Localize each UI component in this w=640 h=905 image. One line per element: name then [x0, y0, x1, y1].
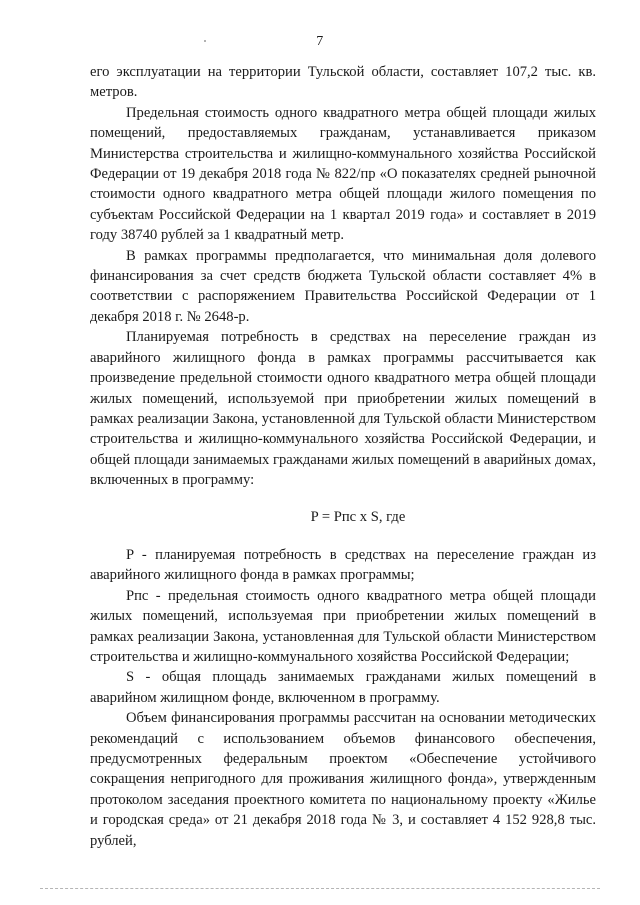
definition-p: P - планируемая потребность в средствах на переселение граждан из аварийного жилищного фонда в рамках программы; — [90, 546, 596, 584]
paragraph-continuation: его эксплуатации на территории Тульской области, составляет 107,2 тыс. кв. метров. — [90, 64, 596, 101]
body-text — [90, 62, 596, 851]
paragraph-planned-need: Планируемая потребность в средствах на переселение граждан из аварийного жилищного фонда в рамках программы рассчитывается как произведение предельной стоимости одного квадратного метра общей площади жилых помещений, используемой при приобретении жилых помещений в рамках реализации Закона, установленной для Тульской области Министерством строительства и жилищно-коммунального хозяйства Российской Федерации, и общей площади занимаемых гражданами жилых помещений в аварийных домах, включенных в программу: — [90, 329, 596, 489]
page-number: 7 — [316, 34, 324, 49]
paragraph-max-cost: Предельная стоимость одного квадратного метра общей площади жилых помещений, предоставляемых гражданам, устанавливается приказом Министерства строительства и жилищно-коммунального хозяйства Российской Федерации от 19 декабря 2018 года № 822/пр «О показателях средней рыночной стоимости одного квадратного метра общей площади жилого помещения по субъектам Российской Федерации на 1 квартал 2019 года» и составляет в 2019 году 38740 рублей за 1 квадратный метр. — [90, 104, 596, 244]
paragraph-financing-volume: Объем финансирования программы рассчитан на основании методических рекомендаций с использованием объемов финансового обеспечения, предусмотренных федеральным проектом «Обеспечение устойчивого сокращения непригодного для проживания жилищного фонда», утвержденным протоколом заседания проектного комитета по национальному проекту «Жилье и городская среда» от 21 декабря 2018 года № 3, и составляет 4 152 928,8 тыс. рублей, — [90, 710, 596, 849]
paragraph-cofinancing: В рамках программы предполагается, что минимальная доля долевого финансирования за счет средств бюджета Тульской области составляет 4% в соответствии с распоряжением Правительства Российской Федерации от 1 декабря 2018 г. № 2648-р. — [90, 247, 596, 325]
definition-rps: Рпс - предельная стоимость одного квадратного метра общей площади жилых помещений, используемая при приобретении жилых помещений в рамках реализации Закона, установленная для Тульской области Министерством строительства и жилищно-коммунального хозяйства Российской Федерации; — [90, 587, 596, 665]
definition-s: S - общая площадь занимаемых гражданами жилых помещений в аварийном жилищном фонде, включенном в программу. — [90, 669, 596, 706]
footer-rule — [40, 888, 600, 889]
formula: P = Рпс x S, где — [310, 508, 406, 525]
